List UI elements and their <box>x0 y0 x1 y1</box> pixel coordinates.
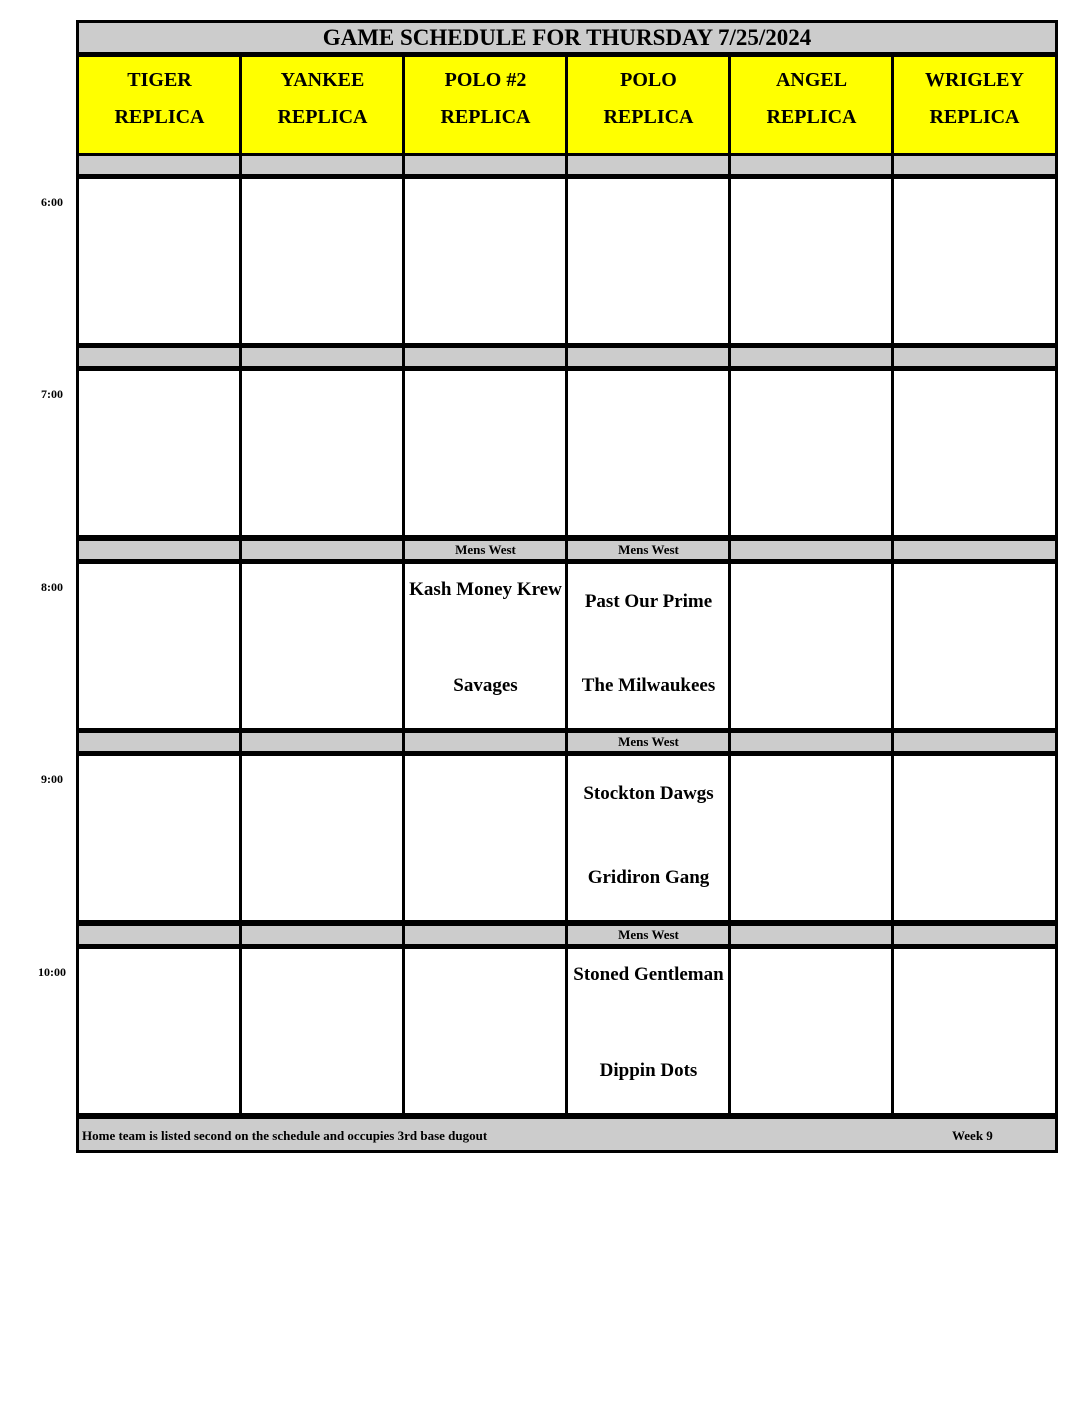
game-cell <box>76 368 243 538</box>
field-type: REPLICA <box>603 106 694 128</box>
field-type: REPLICA <box>277 106 368 128</box>
game-cell <box>239 368 406 538</box>
league-band <box>728 153 895 177</box>
game-cell <box>891 176 1058 346</box>
league-band <box>728 345 895 369</box>
field-type: REPLICA <box>929 106 1020 128</box>
field-name: POLO #2 <box>444 69 527 91</box>
game-cell <box>565 946 732 1116</box>
league-band: Mens West <box>402 538 569 562</box>
field-type: REPLICA <box>114 106 205 128</box>
league-band <box>402 730 569 754</box>
time-label: 9:00 <box>41 772 63 786</box>
game-cell <box>402 753 569 923</box>
game-cell <box>565 368 732 538</box>
league-band <box>565 345 732 369</box>
game-cell <box>891 946 1058 1116</box>
league-band: Mens West <box>565 538 732 562</box>
league-band <box>891 538 1058 562</box>
league-band <box>728 538 895 562</box>
game-cell <box>239 946 406 1116</box>
field-name: ANGEL <box>775 69 848 91</box>
field-type: REPLICA <box>766 106 857 128</box>
field-name: WRIGLEY <box>925 69 1024 91</box>
league-band <box>728 923 895 947</box>
schedule-footer <box>76 1116 1058 1153</box>
game-cell <box>239 561 406 731</box>
game-cell <box>239 753 406 923</box>
league-band <box>402 153 569 177</box>
league-band <box>239 923 406 947</box>
league-band <box>239 730 406 754</box>
field-name: YANKEE <box>280 69 365 91</box>
home-team: Gridiron Gang <box>587 867 710 888</box>
game-cell <box>565 753 732 923</box>
league-band <box>239 345 406 369</box>
league-band <box>728 730 895 754</box>
league-band <box>76 923 243 947</box>
game-cell <box>728 368 895 538</box>
week-label: Week 9 <box>952 1128 993 1143</box>
game-cell <box>891 561 1058 731</box>
game-cell <box>402 368 569 538</box>
home-team: The Milwaukees <box>581 675 716 696</box>
league-band <box>565 153 732 177</box>
league-band <box>891 153 1058 177</box>
time-label: 7:00 <box>41 387 63 401</box>
league-band <box>891 345 1058 369</box>
league-band <box>402 345 569 369</box>
home-team: Dippin Dots <box>599 1060 698 1081</box>
game-cell <box>728 176 895 346</box>
home-team-note: Home team is listed second on the schedule and occupies 3rd base dugout <box>82 1128 488 1143</box>
away-team: Past Our Prime <box>584 591 713 612</box>
league-band <box>76 345 243 369</box>
league-band <box>402 923 569 947</box>
game-cell <box>76 176 243 346</box>
league-band <box>76 153 243 177</box>
time-label: 10:00 <box>38 965 66 979</box>
league-band <box>76 730 243 754</box>
game-cell <box>891 753 1058 923</box>
game-cell <box>76 561 243 731</box>
game-cell <box>76 946 243 1116</box>
schedule-title: GAME SCHEDULE FOR THURSDAY 7/25/2024 <box>76 20 1058 55</box>
game-cell <box>565 176 732 346</box>
game-cell <box>239 176 406 346</box>
league-band <box>239 153 406 177</box>
league-band <box>891 923 1058 947</box>
field-type: REPLICA <box>440 106 531 128</box>
game-cell <box>402 561 569 731</box>
game-cell <box>402 946 569 1116</box>
field-name: TIGER <box>127 69 192 91</box>
game-cell <box>728 561 895 731</box>
time-label: 8:00 <box>41 580 63 594</box>
schedule-table <box>76 20 1058 1153</box>
away-team: Stoned Gentleman <box>573 964 724 985</box>
away-team: Stockton Dawgs <box>583 783 714 804</box>
game-cell <box>891 368 1058 538</box>
field-name: POLO <box>620 69 677 91</box>
game-cell <box>76 753 243 923</box>
game-cell <box>565 561 732 731</box>
league-band: Mens West <box>565 730 732 754</box>
game-cell <box>728 753 895 923</box>
time-label: 6:00 <box>41 195 63 209</box>
league-band <box>891 730 1058 754</box>
league-band <box>76 538 243 562</box>
league-band: Mens West <box>565 923 732 947</box>
game-cell <box>402 176 569 346</box>
away-team: Kash Money Krew <box>409 579 562 600</box>
home-team: Savages <box>453 675 518 696</box>
league-band <box>239 538 406 562</box>
game-cell <box>728 946 895 1116</box>
